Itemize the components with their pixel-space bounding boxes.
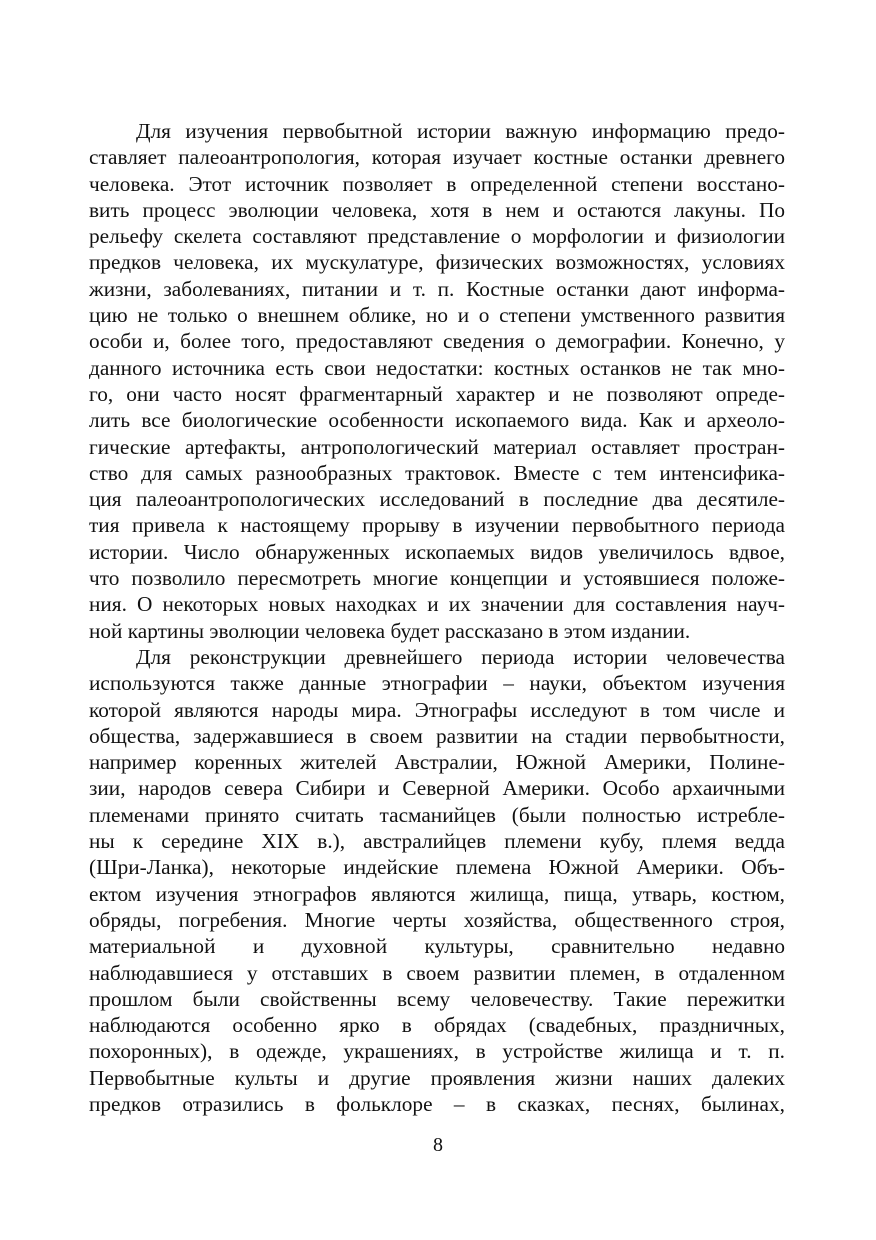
- paragraph-line: гические артефакты, антропологический материал оставляет простран-: [89, 434, 785, 459]
- paragraph-line: (Шри-Ланка), некоторые индейские племена Южной Америки. Объ-: [89, 855, 785, 880]
- body-text: [89, 118, 785, 1117]
- paragraph-line: используются также данные этнографии – науки, объектом изучения: [89, 671, 785, 696]
- paragraph-line: прошлом были свойственны всему человечеству. Такие пережитки: [89, 986, 785, 1011]
- paragraph-line: вить процесс эволюции человека, хотя в нем и остаются лакуны. По: [89, 197, 785, 222]
- paragraph-line: рельефу скелета составляют представление о морфологии и физиологии: [89, 224, 785, 249]
- paragraph-1: [89, 118, 785, 644]
- paragraph-line: зии, народов севера Сибири и Северной Америки. Особо архаичными: [89, 776, 785, 801]
- paragraph-line: лить все биологические особенности ископаемого вида. Как и археоло-: [89, 408, 785, 433]
- paragraph-line: Первобытные культы и другие проявления жизни наших далеких: [89, 1065, 785, 1090]
- paragraph-line: наблюдаются особенно ярко в обрядах (свадебных, праздничных,: [89, 1013, 785, 1038]
- paragraph-line: человека. Этот источник позволяет в определенной степени восстано-: [89, 171, 785, 196]
- paragraph-line: общества, задержавшиеся в своем развитии на стадии первобытности,: [89, 723, 785, 748]
- paragraph-line: ставляет палеоантропология, которая изучает костные останки древнего: [89, 145, 785, 170]
- paragraph-line: Для изучения первобытной истории важную информацию предо-: [136, 119, 785, 143]
- paragraph-line: цию не только о внешнем облике, но и о степени умственного развития: [89, 303, 785, 328]
- paragraph-line: обряды, погребения. Многие черты хозяйства, общественного строя,: [89, 907, 785, 932]
- paragraph-2: [89, 644, 785, 1117]
- paragraph-line: ектом изучения этнографов являются жилища, пища, утварь, костюм,: [89, 881, 785, 906]
- paragraph-line: похоронных), в одежде, украшениях, в устройстве жилища и т. п.: [89, 1039, 785, 1064]
- paragraph-line: данного источника есть свои недостатки: костных останков не так мно-: [89, 355, 785, 380]
- paragraph-line: ция палеоантропологических исследований в последние два десятиле-: [89, 487, 785, 512]
- paragraph-line: ны к середине XIX в.), австралийцев племени кубу, племя ведда: [89, 829, 785, 854]
- paragraph-line: предков человека, их мускулатуре, физических возможностях, условиях: [89, 250, 785, 275]
- paragraph-line: материальной и духовной культуры, сравнительно недавно: [89, 934, 785, 959]
- paragraph-line: предков отразились в фольклоре – в сказках, песнях, былинах,: [89, 1091, 785, 1116]
- paragraph-line: наблюдавшиеся у отставших в своем развитии племен, в отдаленном: [89, 960, 785, 985]
- paragraph-line: Для реконструкции древнейшего периода истории человечества: [136, 644, 785, 669]
- paragraph-line: ния. О некоторых новых находках и их значении для составления науч-: [89, 592, 785, 617]
- paragraph-line: особи и, более того, предоставляют сведения о демографии. Конечно, у: [89, 329, 785, 354]
- paragraph-line: ство для самых разнообразных трактовок. Вместе с тем интенсифика-: [89, 460, 785, 485]
- paragraph-line: что позволило пересмотреть многие концепции и устоявшиеся положе-: [89, 566, 785, 591]
- paragraph-line: жизни, заболеваниях, питании и т. п. Костные останки дают информа-: [89, 276, 785, 301]
- page-number: 8: [433, 1134, 443, 1156]
- paragraph-line: тия привела к настоящему прорыву в изучении первобытного периода: [89, 513, 785, 538]
- paragraph-line: например коренных жителей Австралии, Южной Америки, Полине-: [89, 750, 785, 775]
- paragraph-line: ной картины эволюции человека будет рассказано в этом издании.: [89, 618, 691, 643]
- paragraph-line: которой являются народы мира. Этнографы исследуют в том числе и: [89, 697, 785, 722]
- paragraph-line: племенами принято считать тасманийцев (были полностью истребле-: [89, 802, 785, 827]
- paragraph-line: истории. Число обнаруженных ископаемых видов увеличилось вдвое,: [89, 539, 785, 564]
- paragraph-line: го, они часто носят фрагментарный характер и не позволяют опреде-: [89, 381, 785, 406]
